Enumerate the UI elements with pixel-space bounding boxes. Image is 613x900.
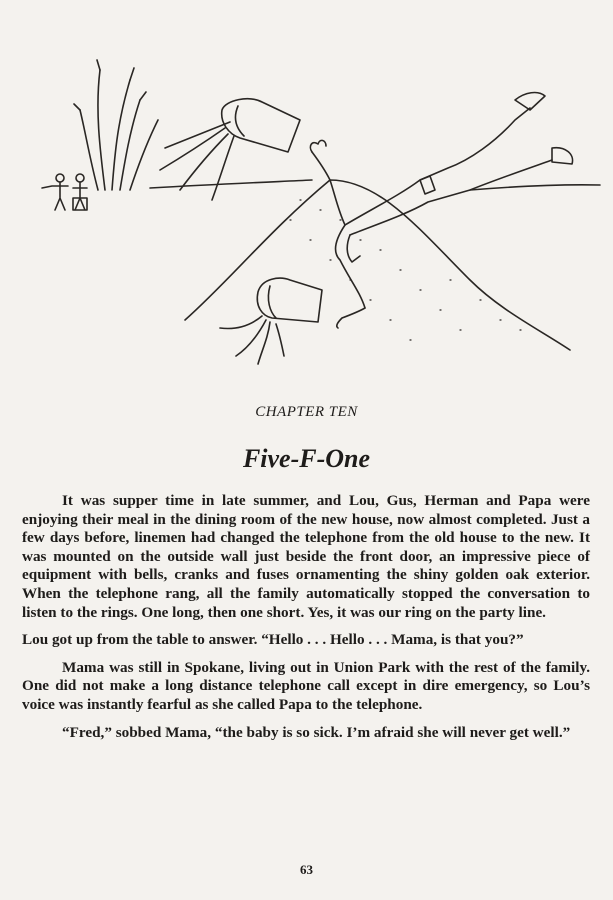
chapter-body <box>22 492 590 751</box>
chapter-label: CHAPTER TEN <box>255 404 358 420</box>
chapter-illustration <box>0 30 613 375</box>
paragraph: It was supper time in late summer, and Lou, Gus, Herman and Papa were enjoying their meal in the dining room of the new house, now almost completed. Just a few days before, linemen had changed the telephone from the old house to the new. It was mounted on the outside wall just beside the front door, an impressive piece of equipment with bells, cranks and fuses ornamenting the shiny golden oak exterior. When the telephone rang, all the family automatically stopped the conversation to listen to the rings. One long, then one short. Yes, it was our ring on the party line. <box>22 492 590 621</box>
chapter-title: Five-F-One <box>242 444 371 473</box>
flame-tree <box>74 60 158 190</box>
upper-cup <box>160 99 300 200</box>
paragraph: Lou got up from the table to answer. “Hello . . . Hello . . . Mama, is that you?” <box>22 631 524 649</box>
paragraph: “Fred,” sobbed Mama, “the baby is so sick. I’m afraid she will never get well.” <box>62 723 571 741</box>
falling-man <box>310 93 572 328</box>
small-figures <box>42 174 87 210</box>
hill-dots <box>290 200 521 340</box>
paragraph: Mama was still in Spokane, living out in Union Park with the rest of the family. One did not make a long distance telephone call except in dire emergency, so Lou’s voice was instantly fearful as she called Papa to the telephone. <box>22 658 590 713</box>
page-number: 63 <box>300 862 313 877</box>
lower-cup <box>220 278 322 364</box>
